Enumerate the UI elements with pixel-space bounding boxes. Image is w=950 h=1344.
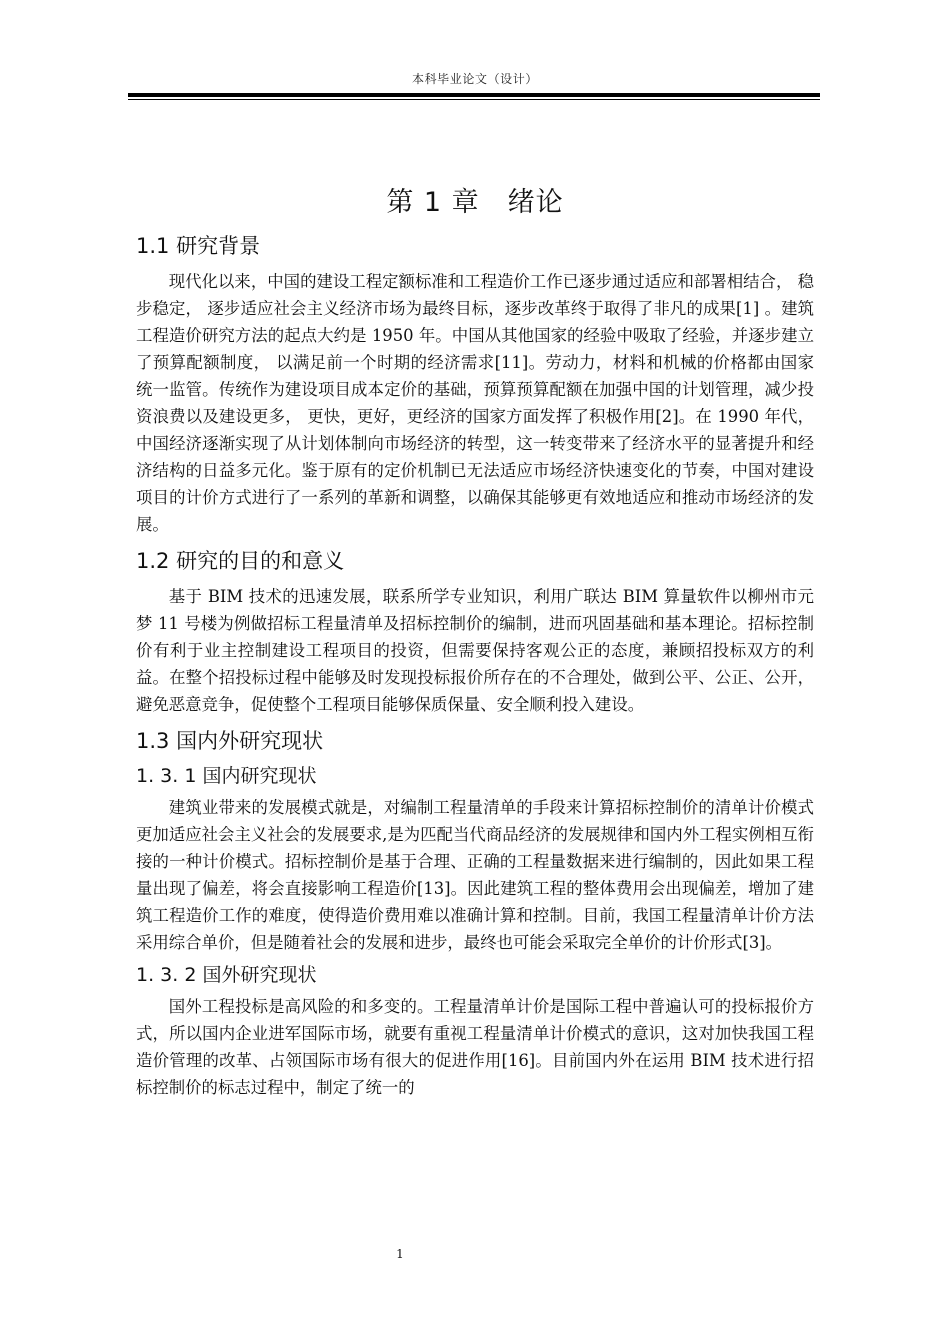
header-rule-thin: [128, 99, 820, 100]
paragraph-1-2: 基于 BIM 技术的迅速发展，联系所学专业知识，利用广联达 BIM 算量软件以柳州市元梦 11 号楼为例做招标工程量清单及招标控制价的编制，进而巩固基础和基本理论。招标控制价有利于业主控制建设工程项目的投资，但需要保持客观公正的态度，兼顾招投标双方的利益。在整个招投标过程中能够及时发现投标报价所存在的不合理处，做到公平、公正、公开，避免恶意竞争，促使整个工程项目能够保质保量、安全顺利投入建设。: [136, 587, 814, 714]
header-rule-thick: [128, 93, 820, 97]
subsection-heading-1-3-1: 1. 3. 1 国内研究现状: [136, 765, 317, 787]
body-content: [136, 172, 814, 1101]
paragraph-1-3-2: 国外工程投标是高风险的和多变的。工程量清单计价是国际工程中普遍认可的投标报价方式，所以国内企业进军国际市场，就要有重视工程量清单计价模式的意识，这对加快我国工程造价管理的改革、占领国际市场有很大的促进作用[16]。目前国内外在运用 BIM 技术进行招标控制价的标志过程中，制定了统一的: [136, 997, 814, 1097]
paragraph-1-1: 现代化以来，中国的建设工程定额标准和工程造价工作已逐步通过适应和部署相结合， 稳步稳定， 逐步适应社会主义经济市场为最终目标，逐步改革终于取得了非凡的成果[1] 。建筑工程造价研究方法的起点大约是 1950 年。中国从其他国家的经验中吸取了经验，并逐步建立了预算配额制度， 以满足前一个时期的经济需求[11]。劳动力，材料和机械的价格都由国家统一监管。传统作为建设项目成本定价的基础，预算预算配额在加强中国的计划管理，减少投资浪费以及建设更多， 更快，更好，更经济的国家方面发挥了积极作用[2]。在 1990 年代，中国经济逐渐实现了从计划体制向市场经济的转型，这一转变带来了经济水平的显著提升和经济结构的日益多元化。鉴于原有的定价机制已无法适应市场经济快速变化的节奏，中国对建设项目的计价方式进行了一系列的革新和调整，以确保其能够更有效地适应和推动市场经济的发展。: [136, 272, 814, 534]
subsection-heading-1-3-2: 1. 3. 2 国外研究现状: [136, 964, 317, 986]
chapter-title: 第 1 章 绪论: [386, 187, 564, 218]
paragraph-1-3-1: 建筑业带来的发展模式就是，对编制工程量清单的手段来计算招标控制价的清单计价模式更加适应社会主义社会的发展要求,是为匹配当代商品经济的发展规律和国内外工程实例相互衔接的一种计价模式。招标控制价是基于合理、正确的工程量数据来进行编制的，因此如果工程量出现了偏差，将会直接影响工程造价[13]。因此建筑工程的整体费用会出现偏差，增加了建筑工程造价工作的难度，使得造价费用难以准确计算和控制。目前，我国工程量清单计价方法采用综合单价，但是随着社会的发展和进步，最终也可能会采取完全单价的计价形式[3]。: [136, 798, 814, 952]
section-heading-1-1: 1.1 研究背景: [136, 234, 261, 258]
running-header: 本科毕业论文（设计）: [411, 72, 538, 86]
page-number: 1: [396, 1247, 404, 1261]
section-heading-1-3: 1.3 国内外研究现状: [136, 729, 324, 753]
section-heading-1-2: 1.2 研究的目的和意义: [136, 549, 345, 573]
